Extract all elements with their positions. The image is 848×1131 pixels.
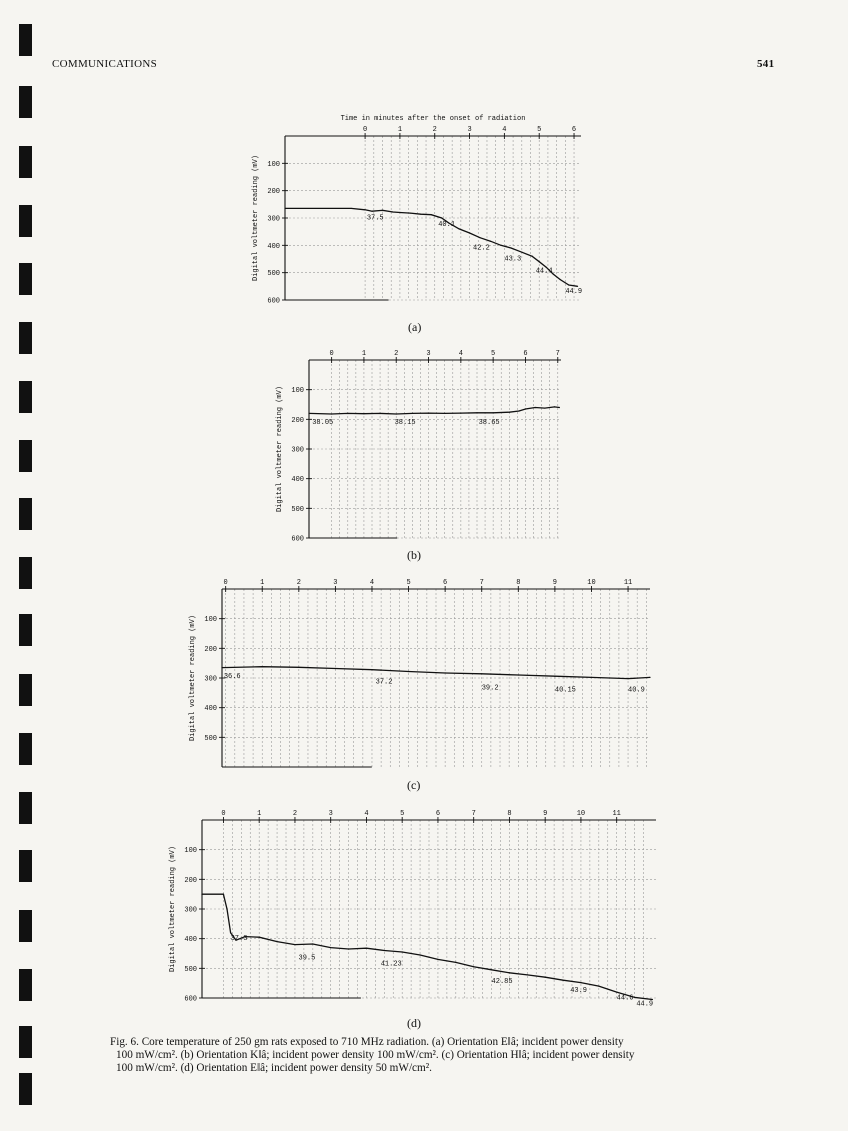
binding-mark [19, 850, 32, 882]
temperature-annotation: 37.2 [375, 678, 393, 687]
data-point [493, 412, 494, 413]
binding-mark [19, 1026, 32, 1058]
temperature-annotation: 37.3 [230, 935, 248, 944]
data-point [437, 959, 438, 960]
data-point [509, 972, 510, 973]
binding-mark [19, 24, 32, 56]
y-tick-label: 500 [267, 270, 280, 279]
temperature-annotation: 44.9 [565, 288, 583, 297]
data-point [511, 247, 512, 248]
data-point [545, 977, 546, 978]
data-point [276, 941, 277, 942]
temperature-annotation: 38.05 [312, 418, 334, 427]
y-tick-label: 400 [291, 476, 304, 485]
page-number: 541 [757, 58, 775, 70]
x-tick-label: 2 [432, 126, 437, 134]
chart-a [245, 112, 595, 312]
x-tick-label: 4 [364, 810, 369, 818]
temperature-annotation: 39.2 [481, 684, 499, 693]
x-tick-label: 5 [406, 579, 411, 587]
x-tick-label: 2 [292, 810, 298, 818]
y-tick-label: 200 [184, 876, 197, 885]
y-tick-label: 500 [204, 734, 217, 743]
data-point [527, 974, 528, 975]
data-point [532, 256, 533, 257]
x-axis-title-a: Time in minutes after the onset of radiation [340, 115, 526, 123]
figure-panel-d [166, 804, 666, 1009]
data-point [410, 212, 411, 213]
y-tick-label: 100 [291, 387, 304, 396]
data-point [382, 210, 383, 211]
x-tick-label: 10 [587, 579, 596, 587]
data-point [371, 669, 372, 670]
y-tick-label: 500 [291, 505, 304, 514]
data-point [351, 208, 352, 209]
data-point [580, 982, 581, 983]
x-tick-label: 5 [491, 350, 496, 358]
data-point [469, 232, 470, 233]
grid-c [222, 589, 650, 767]
data-point [201, 894, 202, 895]
y-axis-title-a: Digital voltmeter reading (mV) [252, 154, 260, 282]
y-tick-label: 200 [204, 645, 217, 654]
x-tick-label: 0 [223, 579, 228, 587]
binding-mark [19, 1073, 32, 1105]
data-point [284, 208, 285, 209]
binding-mark [19, 263, 32, 295]
temperature-annotation: 37.5 [366, 214, 384, 223]
data-point [371, 211, 372, 212]
x-tick-label: 6 [523, 350, 528, 358]
data-point [347, 413, 348, 414]
data-point [312, 943, 313, 944]
x-tick-label: 11 [612, 810, 621, 818]
chart-c [176, 573, 666, 773]
data-point [568, 284, 569, 285]
data-point [431, 214, 432, 215]
data-point [412, 413, 413, 414]
data-point [554, 406, 555, 407]
x-tick-label: 1 [260, 579, 265, 587]
y-tick-label: 300 [184, 906, 197, 915]
data-point [535, 407, 536, 408]
temperature-annotation: 44.6 [616, 994, 634, 1003]
data-point [649, 677, 650, 678]
binding-mark [19, 146, 32, 178]
data-point [473, 966, 474, 967]
binding-mark [19, 440, 32, 472]
chart-b [263, 346, 573, 546]
data-point [363, 413, 364, 414]
data-point [364, 209, 365, 210]
panel-label-a: (a) [408, 320, 422, 334]
data-point [445, 672, 446, 673]
data-point [441, 217, 442, 218]
x-tick-label: 5 [537, 126, 542, 134]
data-point [331, 413, 332, 414]
temperature-annotation: 44.9 [636, 1000, 654, 1009]
temperature-annotation: 43.9 [570, 987, 588, 996]
figure-panel-a [245, 112, 595, 312]
data-point [408, 671, 409, 672]
y-tick-label: 400 [184, 936, 197, 945]
data-point [479, 237, 480, 238]
binding-mark [19, 910, 32, 942]
temperature-annotation: 40.15 [554, 686, 576, 695]
x-tick-label: 6 [443, 579, 448, 587]
data-point [335, 668, 336, 669]
data-point [544, 407, 545, 408]
series-line-c [222, 667, 650, 679]
data-point [476, 412, 477, 413]
y-tick-label: 400 [267, 242, 280, 251]
data-point [366, 948, 367, 949]
x-tick-label: 7 [479, 579, 484, 587]
data-point [226, 908, 227, 909]
y-tick-label: 300 [204, 675, 217, 684]
binding-mark [19, 733, 32, 765]
grid-d [202, 820, 656, 998]
figure-panel-b [263, 346, 573, 546]
data-point [490, 241, 491, 242]
data-point [491, 969, 492, 970]
series-line-d [202, 894, 652, 999]
data-point [262, 666, 263, 667]
x-tick-label: 6 [571, 126, 577, 134]
temperature-annotation: 42.2 [473, 244, 490, 253]
y-tick-label: 600 [267, 297, 280, 306]
data-point [560, 279, 561, 280]
data-point [392, 211, 393, 212]
grid-b [309, 360, 561, 538]
series-line-b [309, 407, 559, 414]
caption-line: 100 mW/cm². (d) Orientation E‖â; incident power density 50 mW/cm². [116, 1062, 432, 1074]
x-tick-label: 4 [458, 350, 463, 358]
binding-mark [19, 205, 32, 237]
data-point [348, 948, 349, 949]
temperature-annotation: 42.85 [491, 978, 513, 987]
data-point [481, 673, 482, 674]
data-point [518, 674, 519, 675]
data-point [221, 667, 222, 668]
data-point [384, 950, 385, 951]
caption-line: Fig. 6. Core temperature of 250 gm rats exposed to 710 MHz radiation. (a) Orientation E‖â; incident power density [110, 1036, 624, 1048]
data-point [379, 413, 380, 414]
data-point [419, 954, 420, 955]
x-tick-label: 2 [394, 350, 399, 358]
y-tick-label: 300 [267, 215, 280, 224]
data-point [402, 951, 403, 952]
temperature-annotation: 38.15 [394, 418, 416, 427]
x-tick-label: 9 [552, 579, 557, 587]
x-tick-label: 7 [555, 350, 560, 358]
x-tick-label: 3 [328, 810, 333, 818]
data-point [230, 932, 231, 933]
x-tick-label: 3 [333, 579, 338, 587]
x-tick-label: 0 [362, 126, 368, 134]
x-tick-label: 8 [516, 579, 521, 587]
binding-mark [19, 86, 32, 118]
data-point [455, 962, 456, 963]
running-head: COMMUNICATIONS [52, 58, 158, 70]
temperature-annotation: 39.5 [298, 954, 316, 963]
temperature-annotation: 41.23 [380, 960, 402, 969]
data-point [330, 947, 331, 948]
binding-mark [19, 381, 32, 413]
y-tick-label: 100 [267, 160, 280, 169]
data-point [591, 677, 592, 678]
data-point [525, 408, 526, 409]
y-axis-title-d: Digital voltmeter reading (mV) [169, 845, 177, 973]
binding-mark [19, 969, 32, 1001]
x-tick-label: 0 [221, 810, 226, 818]
x-tick-label: 10 [576, 810, 586, 818]
data-point [518, 410, 519, 411]
data-point [308, 413, 309, 414]
data-point [399, 212, 400, 213]
panel-label-d: (d) [407, 1016, 421, 1030]
chart-d [166, 804, 666, 1009]
x-tick-label: 1 [397, 126, 403, 134]
caption-line: 100 mW/cm². (b) Orientation K‖â; incident power density 100 mW/cm². (c) Orientation H‖â; incident power density [116, 1049, 635, 1061]
x-tick-label: 1 [361, 350, 367, 358]
binding-mark [19, 792, 32, 824]
x-tick-label: 3 [426, 350, 431, 358]
x-tick-label: 3 [467, 126, 472, 134]
x-tick-label: 1 [257, 810, 262, 818]
data-point [598, 986, 599, 987]
binding-mark [19, 557, 32, 589]
data-point [396, 413, 397, 414]
data-point [420, 214, 421, 215]
data-point [554, 676, 555, 677]
x-tick-label: 9 [543, 810, 548, 818]
y-tick-label: 100 [184, 847, 197, 856]
y-tick-label: 200 [291, 416, 304, 425]
data-point [559, 407, 560, 408]
data-point [460, 413, 461, 414]
y-tick-label: 400 [204, 705, 217, 714]
y-axis-title-b: Digital voltmeter reading (mV) [276, 385, 284, 513]
data-point [553, 273, 554, 274]
x-tick-label: 5 [400, 810, 405, 818]
temperature-annotation: 38.65 [478, 418, 500, 427]
data-point [634, 997, 635, 998]
x-tick-label: 11 [623, 579, 633, 587]
data-point [259, 937, 260, 938]
binding-mark [19, 674, 32, 706]
panel-label-c: (c) [407, 778, 421, 792]
x-tick-label: 2 [296, 579, 301, 587]
data-point [459, 228, 460, 229]
data-point [500, 245, 501, 246]
y-axis-title-c: Digital voltmeter reading (mV) [189, 614, 197, 742]
x-tick-label: 8 [507, 810, 512, 818]
temperature-annotation: 40.9 [628, 686, 645, 695]
data-point [444, 413, 445, 414]
temperature-annotation: 44.4 [535, 267, 553, 276]
y-tick-label: 600 [291, 535, 304, 544]
y-tick-label: 300 [291, 446, 304, 455]
y-tick-label: 100 [204, 616, 217, 625]
figure-caption [110, 1036, 722, 1075]
data-point [298, 667, 299, 668]
x-tick-label: 4 [369, 579, 375, 587]
binding-mark [19, 322, 32, 354]
temperature-annotation: 43.3 [504, 255, 522, 264]
binding-mark [19, 614, 32, 646]
data-point [294, 944, 295, 945]
x-tick-label: 7 [471, 810, 476, 818]
series-line-a [285, 208, 578, 286]
y-tick-label: 600 [184, 995, 197, 1004]
data-point [577, 286, 578, 287]
figure-panel-c [176, 573, 666, 773]
x-tick-label: 4 [502, 126, 507, 134]
temperature-annotation: 36.6 [223, 673, 241, 681]
x-tick-label: 6 [435, 810, 441, 818]
data-point [539, 261, 540, 262]
x-tick-label: 0 [329, 350, 334, 358]
data-point [562, 980, 563, 981]
data-point [627, 678, 628, 679]
data-point [509, 412, 510, 413]
data-point [428, 413, 429, 414]
data-point [223, 894, 224, 895]
data-point [616, 991, 617, 992]
y-tick-label: 500 [184, 965, 197, 974]
y-tick-label: 200 [267, 188, 280, 197]
temperature-annotation: 40.1 [438, 221, 456, 230]
panel-label-b: (b) [407, 548, 421, 562]
data-point [521, 252, 522, 253]
binding-mark [19, 498, 32, 530]
